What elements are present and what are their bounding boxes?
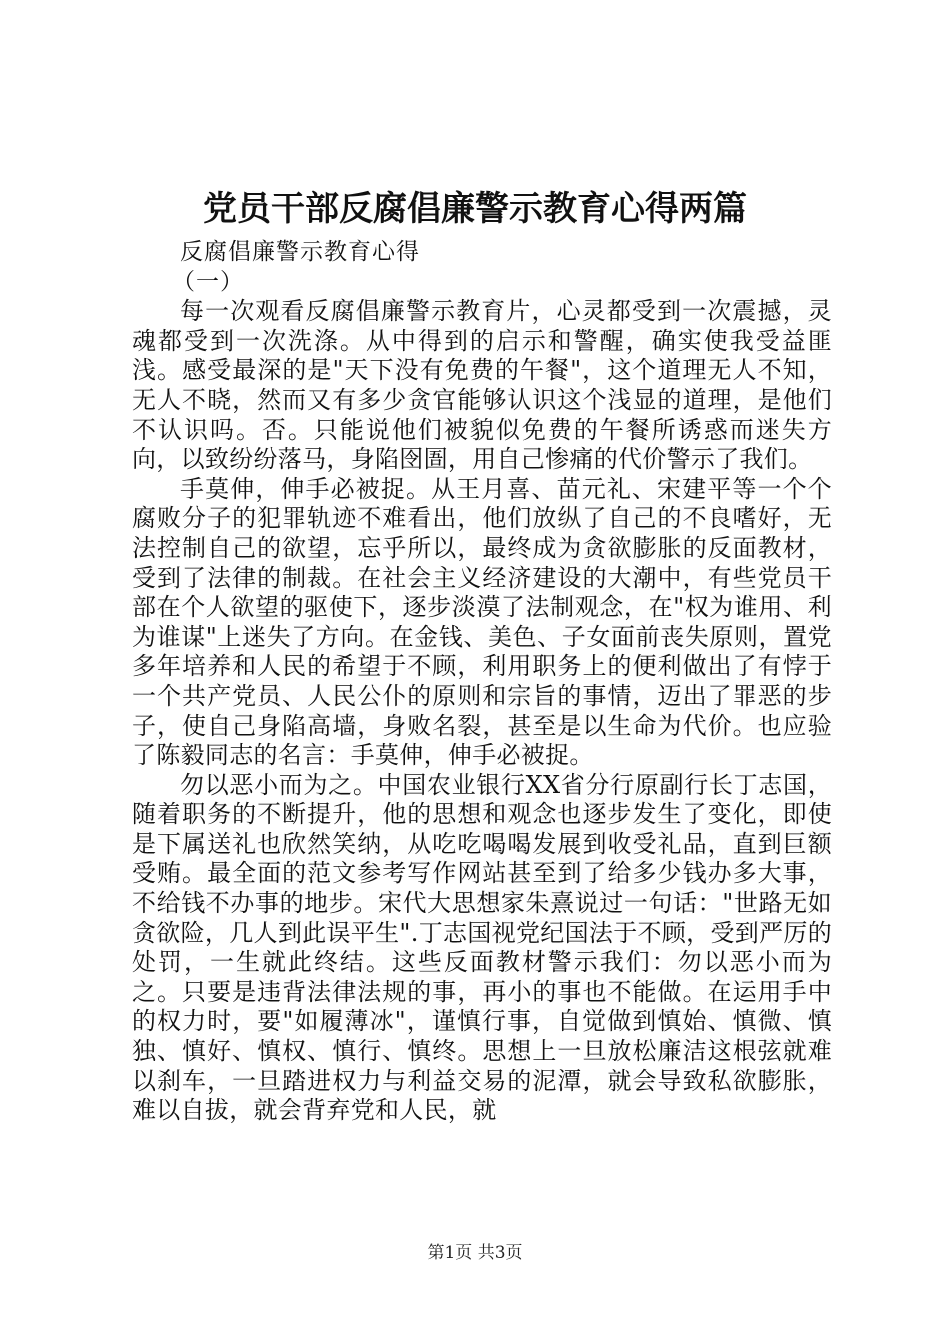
page-footer: 第1页 共3页 [427,1243,523,1263]
document-title: 党员干部反腐倡廉警示教育心得两篇 [203,189,747,229]
paragraph-1: 每一次观看反腐倡廉警示教育片，心灵都受到一次震撼，灵魂都受到一次洗涤。从中得到的启示和警醒，确实使我受益匪浅。感受最深的是"天下没有免费的午餐"，这个道理无人不知，无人不晓，然而又有多少贪官能够认识这个浅显的道理，是他们不认识吗。否。只能说他们被貌似免费的午餐所诱惑而迷失方向，以致纷纷落马，身陷囹圄，用自己惨痛的代价警示了我们。 [132,297,832,474]
document-body [132,238,832,1126]
paragraph-2: 手莫伸，伸手必被捉。从王月喜、苗元礼、宋建平等一个个腐败分子的犯罪轨迹不难看出，他们放纵了自己的不良嗜好，无法控制自己的欲望，忘乎所以，最终成为贪欲膨胀的反面教材，受到了法律的制裁。在社会主义经济建设的大潮中，有些党员干部在个人欲望的驱使下，逐步淡漠了法制观念，在"权为谁用、利为谁谋"上迷失了方向。在金钱、美色、子女面前丧失原则，置党多年培养和人民的希望于不顾，利用职务上的便利做出了有悖于一个共产党员、人民公仆的原则和宗旨的事情，迈出了罪恶的步子，使自己身陷高墙，身败名裂，甚至是以生命为代价。也应验了陈毅同志的名言：手莫伸，伸手必被捉。 [132,474,832,770]
section-marker: （一） [172,268,244,295]
document-subtitle: 反腐倡廉警示教育心得 [180,239,420,265]
paragraph-3: 勿以恶小而为之。中国农业银行XX省分行原副行长丁志国，随着职务的不断提升，他的思想和观念也逐步发生了变化，即使是下属送礼也欣然笑纳，从吃吃喝喝发展到收受礼品，直到巨额受贿。最全面的范文参考写作网站甚至到了给多少钱办多大事，不给钱不办事的地步。宋代大思想家朱熹说过一句话："世路无如贪欲险，几人到此误平生".丁志国视党纪国法于不顾，受到严厉的处罚，一生就此终结。这些反面教材警示我们：勿以恶小而为之。只要是违背法律法规的事，再小的事也不能做。在运用手中的权力时，要"如履薄冰"，谨慎行事，自觉做到慎始、慎微、慎独、慎好、慎权、慎行、慎终。思想上一旦放松廉洁这根弦就难以刹车，一旦踏进权力与利益交易的泥潭，就会导致私欲膨胀，难以自拔，就会背弃党和人民，就 [132,770,832,1125]
